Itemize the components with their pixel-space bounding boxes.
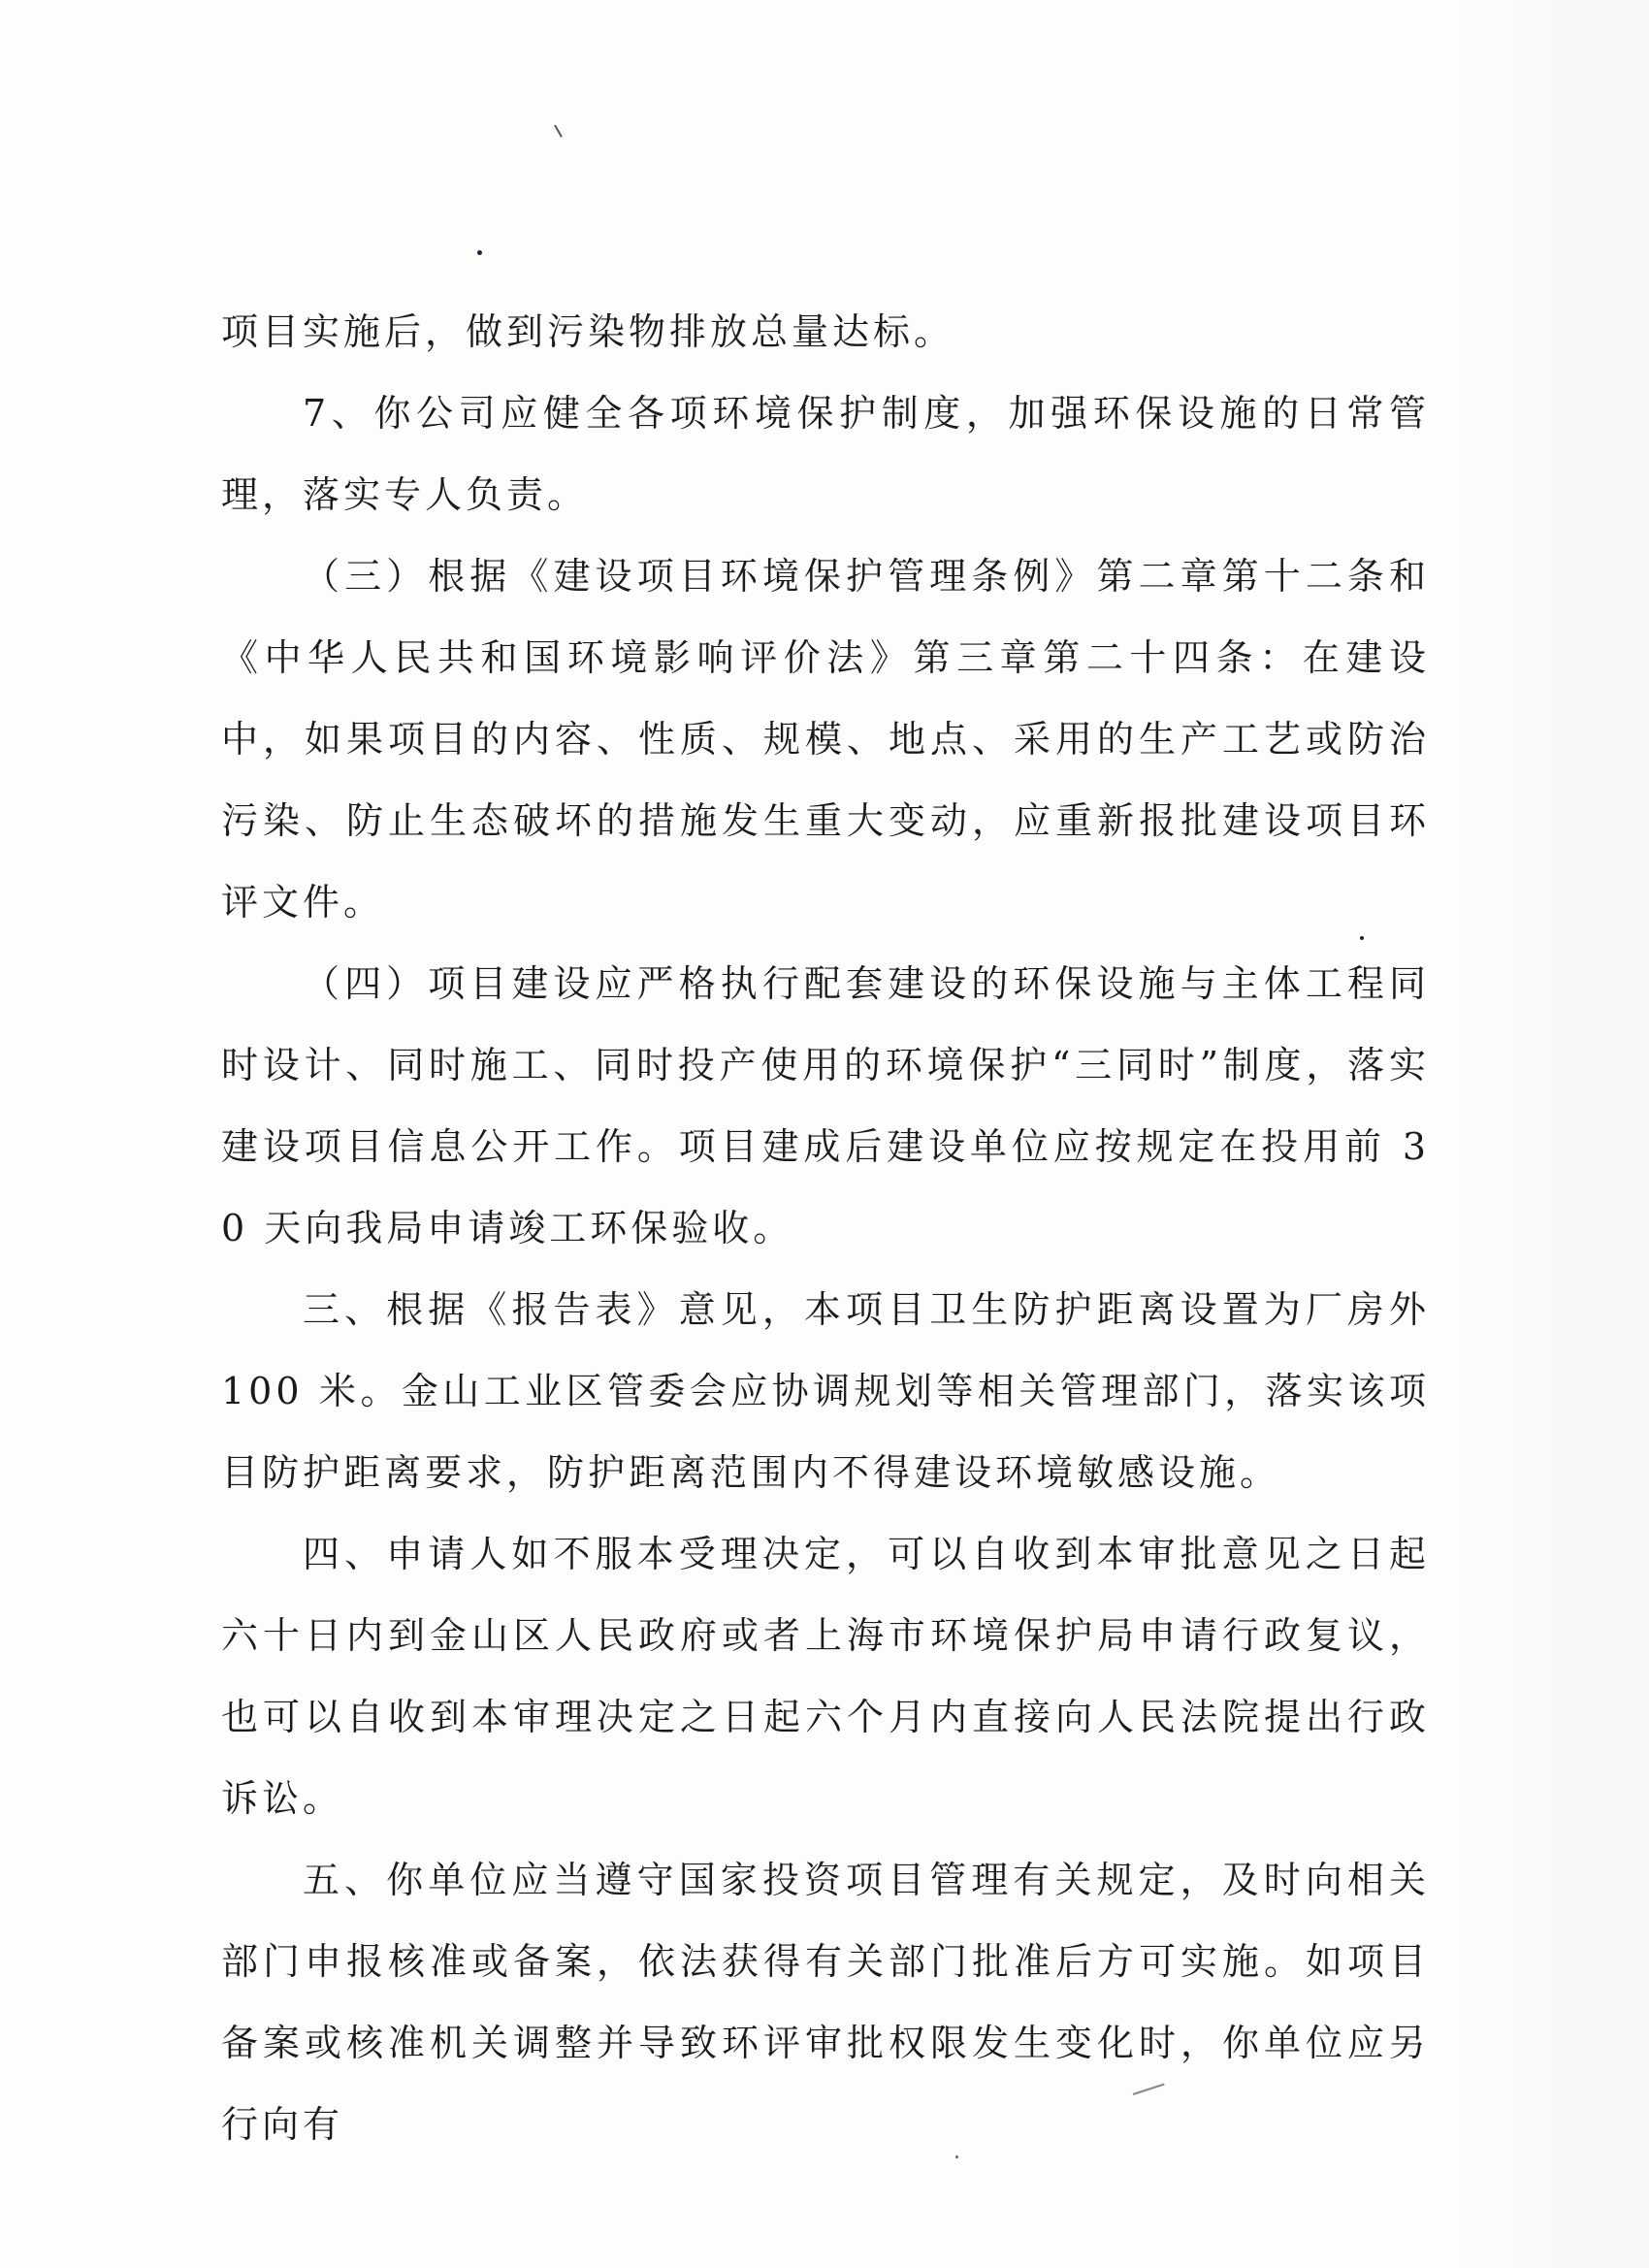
paragraph-5: 三、根据《报告表》意见，本项目卫生防护距离设置为厂房外 100 米。金山工业区管委会应协调规划等相关管理部门，落实该项目防护距离要求，防护距离范围内不得建设环境敏感设施。 bbox=[221, 1288, 1430, 1494]
paragraph-6: 四、申请人如不服本受理决定，可以自收到本审批意见之日起六十日内到金山区人民政府或者上海市环境保护局申请行政复议，也可以自收到本审理决定之日起六个月内直接向人民法院提出行政诉讼。 bbox=[221, 1533, 1430, 1820]
scan-edge-shadow bbox=[1455, 0, 1649, 2268]
paragraph-3: （三）根据《建设项目环境保护管理条例》第二章第十二条和《中华人民共和国环境影响评价法》第三章第二十四条：在建设中，如果项目的内容、性质、规模、地点、采用的生产工艺或防治污染、防止生态破坏的措施发生重大变动，应重新报批建设项目环评文件。 bbox=[221, 555, 1430, 923]
scan-speck bbox=[477, 250, 482, 255]
paragraph-1: 项目实施后，做到污染物排放总量达标。 bbox=[221, 310, 955, 353]
document-body bbox=[221, 291, 1430, 2165]
paragraph-7: 五、你单位应当遵守国家投资项目管理有关规定，及时向相关部门申报核准或备案，依法获得有关部门批准后方可实施。如项目备案或核准机关调整并导致环评审批权限发生变化时，你单位应另行向有 bbox=[221, 1859, 1430, 2146]
scan-mark bbox=[554, 125, 563, 138]
paragraph-4: （四）项目建设应严格执行配套建设的环保设施与主体工程同时设计、同时施工、同时投产使用的环境保护“三同时”制度，落实建设项目信息公开工作。项目建成后建设单位应按规定在投用前 30 天向我局申请竣工环保验收。 bbox=[221, 962, 1430, 1249]
paragraph-2: 7、你公司应健全各项环境保护制度，加强环保设施的日常管理，落实专人负责。 bbox=[221, 392, 1430, 516]
